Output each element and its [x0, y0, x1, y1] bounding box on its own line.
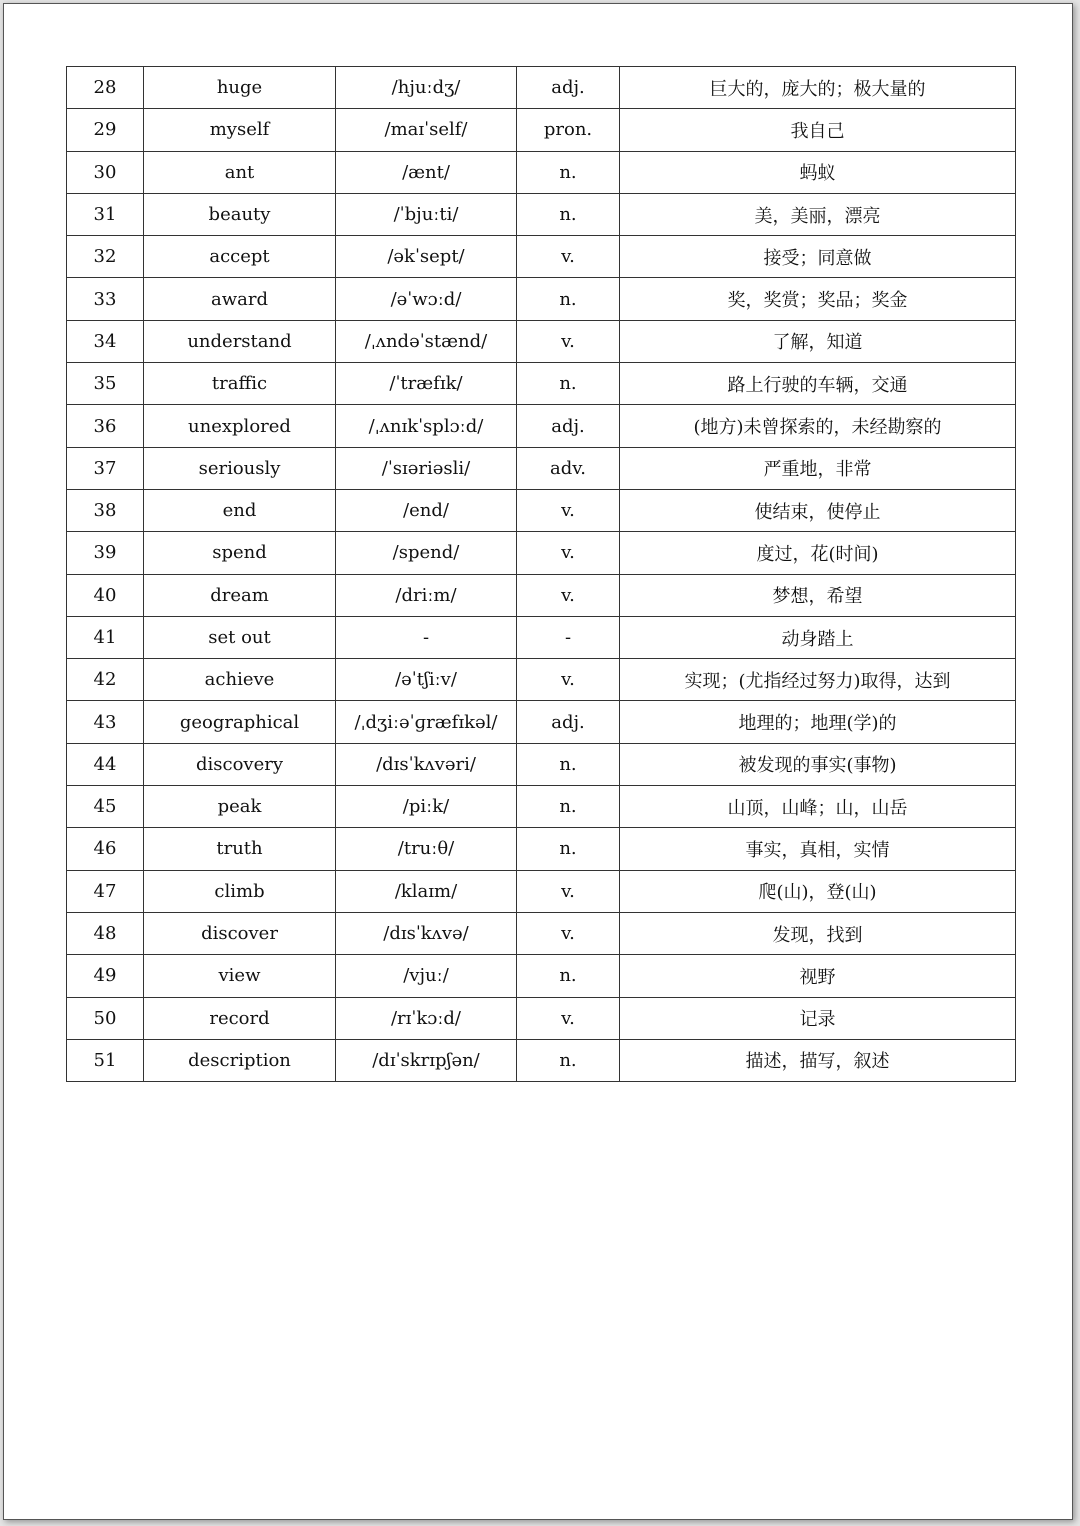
word: climb	[144, 870, 336, 912]
table-row	[67, 489, 1016, 531]
row-number: 34	[67, 320, 144, 362]
table-row	[67, 786, 1016, 828]
part-of-speech: n.	[517, 828, 620, 870]
part-of-speech: v.	[517, 870, 620, 912]
phonetic: /driːm/	[336, 574, 517, 616]
word: set out	[144, 616, 336, 658]
row-number: 31	[67, 193, 144, 235]
part-of-speech: pron.	[517, 109, 620, 151]
table-row	[67, 701, 1016, 743]
chinese-meaning: 被发现的事实(事物)	[620, 743, 1016, 785]
table-row	[67, 236, 1016, 278]
table-row	[67, 659, 1016, 701]
phonetic: /əkˈsept/	[336, 236, 517, 278]
chinese-meaning: 美，美丽，漂亮	[620, 193, 1016, 235]
table-row	[67, 912, 1016, 954]
word: traffic	[144, 363, 336, 405]
table-row	[67, 109, 1016, 151]
row-number: 43	[67, 701, 144, 743]
part-of-speech: n.	[517, 786, 620, 828]
chinese-meaning: 地理的；地理(学)的	[620, 701, 1016, 743]
chinese-meaning: 巨大的，庞大的；极大量的	[620, 67, 1016, 109]
table-row	[67, 151, 1016, 193]
part-of-speech: n.	[517, 278, 620, 320]
table-row	[67, 193, 1016, 235]
table-row	[67, 1039, 1016, 1081]
row-number: 51	[67, 1039, 144, 1081]
chinese-meaning: (地方)未曾探索的，未经勘察的	[620, 405, 1016, 447]
table-row	[67, 574, 1016, 616]
word: huge	[144, 67, 336, 109]
chinese-meaning: 接受；同意做	[620, 236, 1016, 278]
chinese-meaning: 记录	[620, 997, 1016, 1039]
part-of-speech: adj.	[517, 405, 620, 447]
phonetic: /əˈwɔːd/	[336, 278, 517, 320]
phonetic: /maɪˈself/	[336, 109, 517, 151]
word: award	[144, 278, 336, 320]
word: discover	[144, 912, 336, 954]
row-number: 30	[67, 151, 144, 193]
word: spend	[144, 532, 336, 574]
phonetic: /ˌʌndəˈstænd/	[336, 320, 517, 362]
part-of-speech: -	[517, 616, 620, 658]
chinese-meaning: 我自己	[620, 109, 1016, 151]
chinese-meaning: 路上行驶的车辆，交通	[620, 363, 1016, 405]
table-row	[67, 405, 1016, 447]
table-row	[67, 743, 1016, 785]
phonetic: /dɪˈskrɪpʃən/	[336, 1039, 517, 1081]
part-of-speech: v.	[517, 912, 620, 954]
row-number: 49	[67, 955, 144, 997]
table-row	[67, 997, 1016, 1039]
chinese-meaning: 描述，描写，叙述	[620, 1039, 1016, 1081]
part-of-speech: v.	[517, 489, 620, 531]
part-of-speech: n.	[517, 1039, 620, 1081]
chinese-meaning: 度过，花(时间)	[620, 532, 1016, 574]
phonetic: /end/	[336, 489, 517, 531]
phonetic: /ˈbjuːti/	[336, 193, 517, 235]
phonetic: /klaɪm/	[336, 870, 517, 912]
part-of-speech: adv.	[517, 447, 620, 489]
word: seriously	[144, 447, 336, 489]
row-number: 45	[67, 786, 144, 828]
part-of-speech: v.	[517, 532, 620, 574]
word: unexplored	[144, 405, 336, 447]
row-number: 36	[67, 405, 144, 447]
phonetic: /əˈtʃiːv/	[336, 659, 517, 701]
row-number: 33	[67, 278, 144, 320]
table-row	[67, 320, 1016, 362]
word: accept	[144, 236, 336, 278]
phonetic: /rɪˈkɔːd/	[336, 997, 517, 1039]
chinese-meaning: 视野	[620, 955, 1016, 997]
chinese-meaning: 爬(山)，登(山)	[620, 870, 1016, 912]
row-number: 40	[67, 574, 144, 616]
chinese-meaning: 奖，奖赏；奖品；奖金	[620, 278, 1016, 320]
phonetic: /ˈtræfɪk/	[336, 363, 517, 405]
row-number: 32	[67, 236, 144, 278]
phonetic: /vjuː/	[336, 955, 517, 997]
row-number: 28	[67, 67, 144, 109]
word: beauty	[144, 193, 336, 235]
phonetic: /dɪsˈkʌvəri/	[336, 743, 517, 785]
part-of-speech: v.	[517, 574, 620, 616]
row-number: 37	[67, 447, 144, 489]
word: description	[144, 1039, 336, 1081]
phonetic: /ænt/	[336, 151, 517, 193]
chinese-meaning: 山顶，山峰；山，山岳	[620, 786, 1016, 828]
phonetic: /spend/	[336, 532, 517, 574]
row-number: 44	[67, 743, 144, 785]
row-number: 29	[67, 109, 144, 151]
table-row	[67, 616, 1016, 658]
part-of-speech: adj.	[517, 701, 620, 743]
chinese-meaning: 了解，知道	[620, 320, 1016, 362]
chinese-meaning: 蚂蚁	[620, 151, 1016, 193]
word: understand	[144, 320, 336, 362]
chinese-meaning: 动身踏上	[620, 616, 1016, 658]
part-of-speech: adj.	[517, 67, 620, 109]
word: dream	[144, 574, 336, 616]
row-number: 46	[67, 828, 144, 870]
word: geographical	[144, 701, 336, 743]
phonetic: /dɪsˈkʌvə/	[336, 912, 517, 954]
chinese-meaning: 事实，真相，实情	[620, 828, 1016, 870]
phonetic: /ˌdʒiːəˈɡræfɪkəl/	[336, 701, 517, 743]
row-number: 42	[67, 659, 144, 701]
word: peak	[144, 786, 336, 828]
phonetic: /ˈsɪəriəsli/	[336, 447, 517, 489]
table-row	[67, 447, 1016, 489]
phonetic: /ˌʌnɪkˈsplɔːd/	[336, 405, 517, 447]
row-number: 35	[67, 363, 144, 405]
row-number: 50	[67, 997, 144, 1039]
chinese-meaning: 严重地，非常	[620, 447, 1016, 489]
table-row	[67, 532, 1016, 574]
part-of-speech: n.	[517, 955, 620, 997]
part-of-speech: n.	[517, 363, 620, 405]
phonetic: -	[336, 616, 517, 658]
vocabulary-table	[66, 66, 1016, 1082]
table-row	[67, 67, 1016, 109]
chinese-meaning: 发现，找到	[620, 912, 1016, 954]
row-number: 38	[67, 489, 144, 531]
part-of-speech: n.	[517, 193, 620, 235]
vocabulary-table-body	[67, 67, 1016, 1082]
table-row	[67, 363, 1016, 405]
table-row	[67, 955, 1016, 997]
word: view	[144, 955, 336, 997]
part-of-speech: n.	[517, 151, 620, 193]
part-of-speech: v.	[517, 320, 620, 362]
word: end	[144, 489, 336, 531]
table-row	[67, 870, 1016, 912]
word: discovery	[144, 743, 336, 785]
chinese-meaning: 使结束，使停止	[620, 489, 1016, 531]
table-row	[67, 828, 1016, 870]
chinese-meaning: 梦想，希望	[620, 574, 1016, 616]
part-of-speech: v.	[517, 236, 620, 278]
document-page	[3, 3, 1073, 1520]
word: achieve	[144, 659, 336, 701]
row-number: 41	[67, 616, 144, 658]
phonetic: /piːk/	[336, 786, 517, 828]
part-of-speech: v.	[517, 997, 620, 1039]
row-number: 48	[67, 912, 144, 954]
word: record	[144, 997, 336, 1039]
word: truth	[144, 828, 336, 870]
part-of-speech: n.	[517, 743, 620, 785]
chinese-meaning: 实现；(尤指经过努力)取得，达到	[620, 659, 1016, 701]
phonetic: /hjuːdʒ/	[336, 67, 517, 109]
phonetic: /truːθ/	[336, 828, 517, 870]
table-row	[67, 278, 1016, 320]
row-number: 47	[67, 870, 144, 912]
word: myself	[144, 109, 336, 151]
part-of-speech: v.	[517, 659, 620, 701]
word: ant	[144, 151, 336, 193]
row-number: 39	[67, 532, 144, 574]
